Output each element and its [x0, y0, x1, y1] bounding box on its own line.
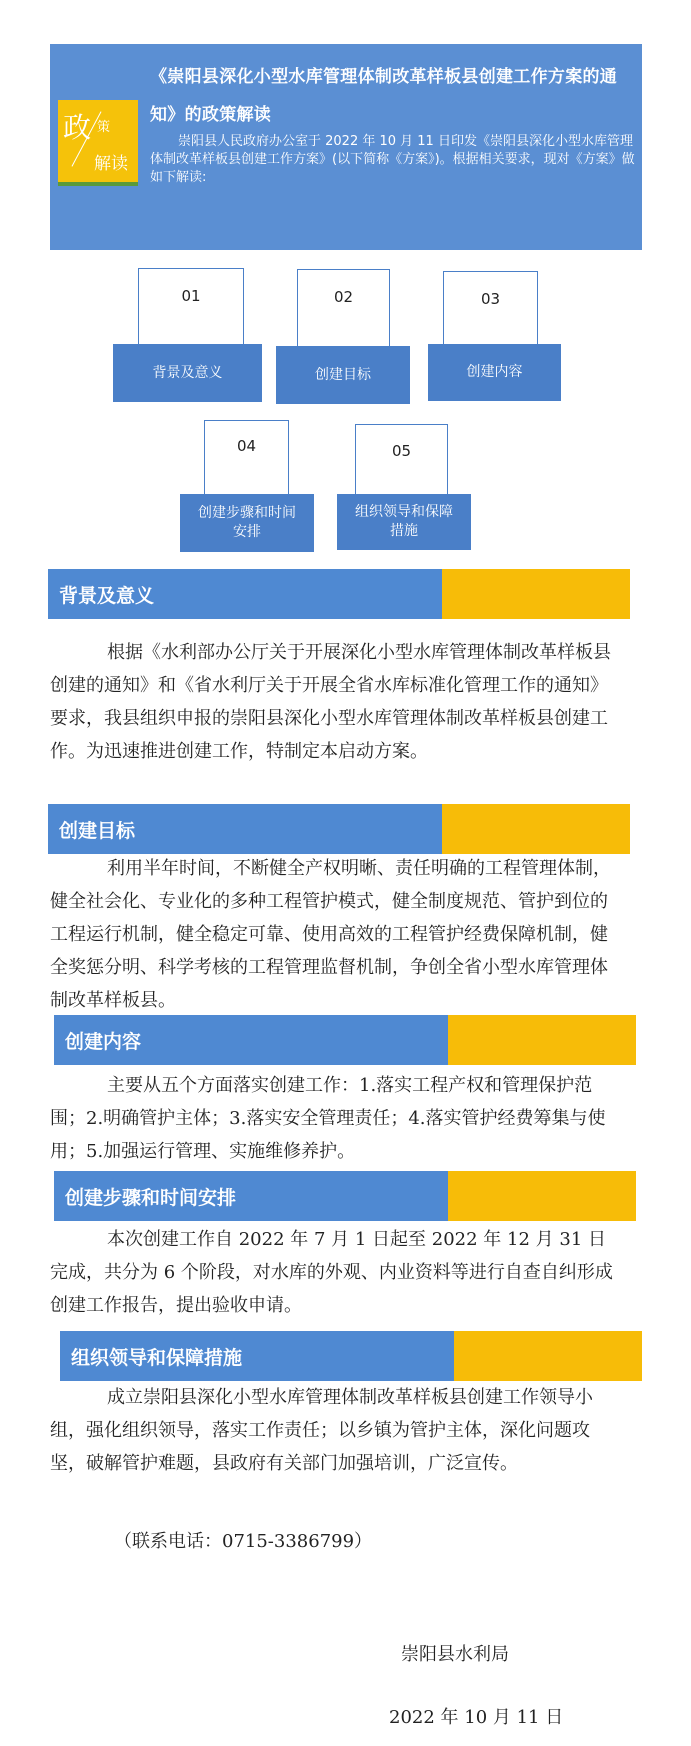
- card-02-label[interactable]: 创建目标: [276, 346, 410, 404]
- section-heading: 创建内容: [65, 1030, 142, 1053]
- section-heading: 组织领导和保障措施: [71, 1346, 243, 1369]
- card-number: 04: [236, 437, 257, 455]
- section-bar-organization: [60, 1331, 642, 1381]
- section-heading: 创建步骤和时间安排: [65, 1186, 237, 1209]
- card-03-label[interactable]: 创建内容: [428, 344, 561, 401]
- card-04-label[interactable]: 创建步骤和时间安排: [180, 494, 314, 552]
- intro-text: 崇阳县人民政府办公室于 2022 年 10 月 11 日印发《崇阳县深化小型水库管理体制改革样板县创建工作方案》(以下简称《方案》)。根据相关要求，现对《方案》做如下解读:: [150, 134, 635, 185]
- page-title: 《崇阳县深化小型水库管理体制改革样板县创建工作方案的通知》的政策解读: [150, 67, 618, 125]
- section-bar-background: [48, 569, 630, 619]
- section-body-organization: 成立崇阳县深化小型水库管理体制改革样板县创建工作领导小组，强化组织领导，落实工作责任；以乡镇为管护主体，深化问题攻坚，破解管护难题，县政府有关部门加强培训，广泛宣传。: [50, 1387, 593, 1474]
- logo-text: 解读: [94, 154, 128, 174]
- card-04-box: [204, 420, 289, 496]
- card-number: 02: [333, 288, 354, 306]
- section-body-background: 根据《水利部办公厅关于开展深化小型水库管理体制改革样板县创建的通知》和《省水利厅关于开展全省水库标准化管理工作的通知》要求，我县组织申报的崇阳县深化小型水库管理体制改革样板县创建工作。为迅速推进创建工作，特制定本启动方案。: [50, 642, 611, 762]
- section-heading: 背景及意义: [59, 584, 155, 607]
- signoff-org: 崇阳县水利局: [401, 1644, 509, 1665]
- card-05-label[interactable]: 组织领导和保障措施: [337, 494, 471, 550]
- signoff-date: 2022 年 10 月 11 日: [389, 1707, 564, 1728]
- section-bar-yellow: [448, 1171, 636, 1221]
- card-number: 05: [391, 442, 412, 460]
- section-bar-goals: [48, 804, 630, 854]
- section-bar-steps: [54, 1171, 636, 1221]
- contact-phone: （联系电话：0715-3386799）: [114, 1531, 373, 1552]
- section-bar-content: [54, 1015, 636, 1065]
- card-03-box: [443, 271, 538, 347]
- section-heading: 创建目标: [59, 819, 136, 842]
- card-number: 01: [181, 287, 201, 305]
- card-01-box: [138, 268, 244, 346]
- card-05-box: [355, 424, 448, 497]
- section-body-content: 主要从五个方面落实创建工作：1.落实工程产权和管理保护范围；2.明确管护主体；3.落实安全管理责任；4.落实管护经费筹集与使用；5.加强运行管理、实施维修养护。: [50, 1075, 606, 1162]
- section-body-goals: 利用半年时间，不断健全产权明晰、责任明确的工程管理体制，健全社会化、专业化的多种工程管护模式，健全制度规范、管护到位的工程运行机制，健全稳定可靠、使用高效的工程管护经费保障机制，健全奖惩分明、科学考核的工程管理监督机制，争创全省小型水库管理体制改革样板县。: [50, 858, 611, 1011]
- card-02-box: [297, 269, 390, 347]
- section-body-steps: 本次创建工作自 2022 年 7 月 1 日起至 2022 年 12 月 31 日完成，共分为 6 个阶段，对水库的外观、内业资料等进行自查自纠形成创建工作报告，提出验收申请。: [50, 1229, 613, 1316]
- logo-char-small: 策: [97, 120, 111, 135]
- card-number: 03: [480, 290, 501, 308]
- section-bar-yellow: [454, 1331, 642, 1381]
- logo-strip: [58, 182, 138, 186]
- section-bar-yellow: [442, 569, 630, 619]
- section-bar-yellow: [442, 804, 630, 854]
- section-bar-yellow: [448, 1015, 636, 1065]
- card-01-label[interactable]: 背景及意义: [113, 344, 262, 402]
- logo-char-big: 政: [63, 111, 92, 144]
